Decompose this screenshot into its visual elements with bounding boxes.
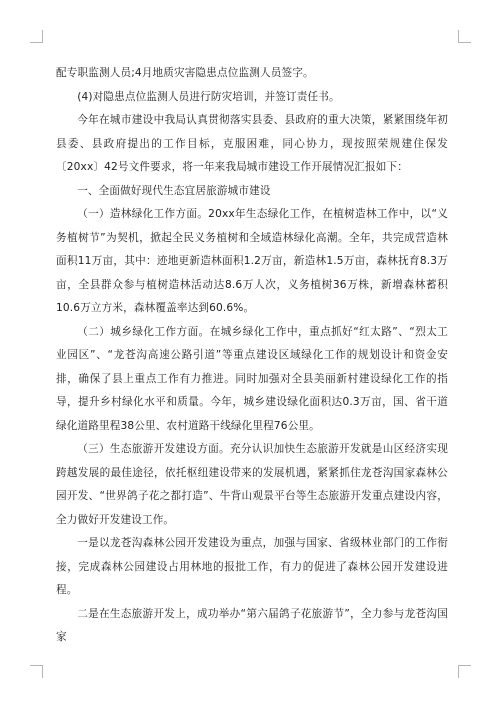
paragraph-urban-rural-greening: （二）城乡绿化工作方面。在城乡绿化工作中，重点抓好“红太路”、“烈太工业园区”、“龙苍沟高速公路引道”等重点建设区域绿化工作的规划设计和资金安排，确保了县上重点工作有力推进。同时加强对全县美丽新村建设绿化工作的指导，提升乡村绿化水平和质量。今年，城乡建设绿化面积达0.3万亩，国、省干道绿化道路里程38公里、农村道路干线绿化里程76公里。 (56, 325, 448, 432)
paragraph-continuation: 配专职监测人员;4月地质灾害隐患点位监测人员签字。 (56, 67, 314, 79)
crop-mark-bottom-right (458, 665, 471, 678)
crop-mark-bottom-left (30, 665, 43, 678)
document-body (56, 62, 448, 650)
paragraph-intro: 今年在城市建设中我局认真贯彻落实县委、县政府的重大决策，紧紧围绕年初县委、县政府提出的工作目标，克服困难，同心协力，现按照荣规建住保发〔20xx〕42号文件要求，将一年来我局城市建设工作开展情况汇报如下： (56, 114, 448, 173)
paragraph-item-4: (4)对隐患点位监测人员进行防灾培训，并签订责任书。 (77, 90, 340, 103)
paragraph-eco-tourism: （三）生态旅游开发建设方面。充分认识加快生态旅游开发就是山区经济实现跨越发展的最佳途径，依托枢纽建设带来的发展机遇，紧紧抓住龙苍沟国家森林公园开发、“世界鸽子花之都打造”、牛背山观景平台等生态旅游开发重点建设内容，全力做好开发建设工作。 (56, 443, 448, 526)
paragraph-afforestation: （一）造林绿化工作方面。20xx年生态绿化工作，在植树造林工作中，以“义务植树节”为契机，掀起全民义务植树和全域造林绿化高潮。全年，共完成营造林面积11万亩，其中：迹地更新造林面积1.2万亩，新造林1.5万亩，森林抚育8.3万亩，全县群众参与植树造林活动达8.6万人次，义务植树36万株，新增森林蓄积10.6万立方米，森林覆盖率达到60.6%。 (56, 208, 448, 314)
paragraph-tourism-festival: 二是在生态旅游开发上，成功举办“第六届鸽子花旅游节”，全力参与龙苍沟国家 (56, 607, 448, 643)
crop-mark-top-right (458, 30, 471, 43)
crop-mark-top-left (30, 30, 43, 43)
paragraph-forest-park: 一是以龙苍沟森林公园开发建设为重点，加强与国家、省级林业部门的工作衔接，完成森林公园建设占用林地的报批工作，有力的促进了森林公园开发建设进程。 (56, 537, 448, 596)
section-heading-1: 一、全面做好现代生态宜居旅游城市建设 (77, 184, 271, 197)
